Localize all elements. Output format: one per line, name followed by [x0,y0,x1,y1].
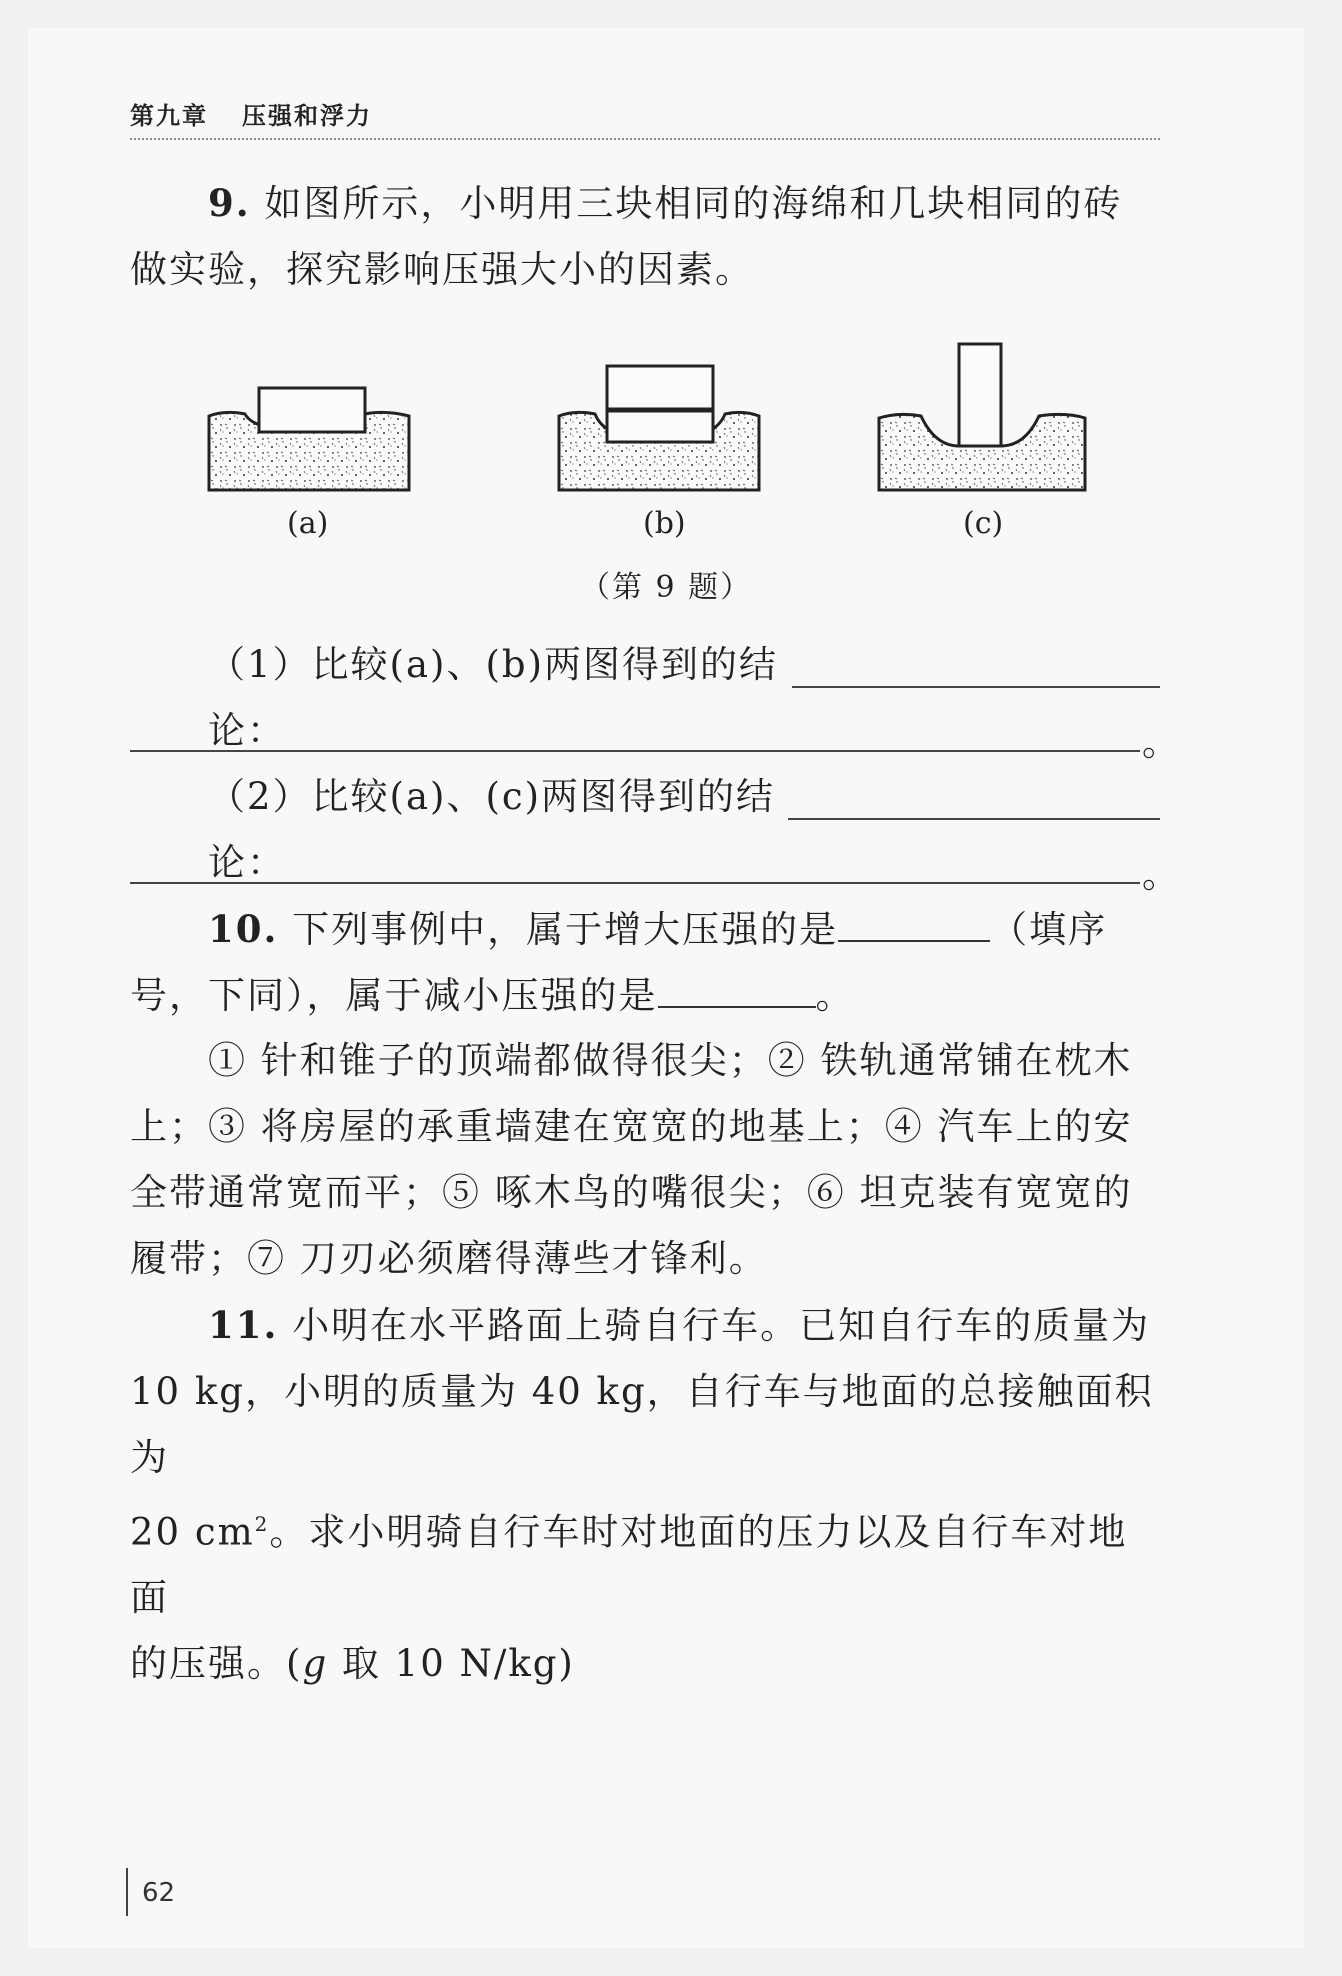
question-11-line-4b: 取 10 N/kg) [328,1642,575,1686]
page-number: 62 [142,1878,176,1908]
question-9-part-1: （1）比较(a)、(b)两图得到的结论： [208,643,779,752]
question-10-body-d: 。 [815,974,855,1017]
period-1: 。 [1142,721,1179,764]
answer-line-2b[interactable] [130,882,1140,884]
sponge-figure-b [555,356,765,496]
question-10-text [130,896,1160,1029]
sponge-figure-c [875,336,1089,496]
figure-label-a: (a) [287,506,329,541]
answer-blank-increase[interactable] [838,910,990,942]
question-number: 11. [208,1303,279,1347]
answer-line-1a[interactable] [792,686,1160,688]
question-10-body-b: （填序号， [130,908,1108,1017]
question-number: 10. [208,907,279,951]
running-header [130,96,406,131]
question-11-line-3: 。求小明骑自行车时对地面的压力以及自行车对地面 [130,1510,1128,1620]
question-11-line-1: 小明在水平路面上骑自行车。已知自行车的质量为 [292,1304,1151,1347]
question-9-part-2: （2）比较(a)、(c)两图得到的结论： [208,775,776,884]
gravity-symbol: g [302,1642,329,1686]
question-number: 9. [208,181,251,225]
sponge-figure-a [205,380,415,496]
question-11-text [130,1292,1160,1697]
period-2: 。 [1142,853,1179,896]
figure-caption: （第 9 题） [580,570,753,605]
figure-label-b: (b) [643,506,686,541]
page-number-bar [126,1868,128,1916]
answer-blank-decrease[interactable] [658,976,816,1008]
figure-label-c: (c) [963,506,1004,541]
chapter-title: 压强和浮力 [242,102,372,130]
superscript-2: 2 [254,1512,270,1536]
chapter-number: 第九章 [130,102,208,130]
header-divider [130,138,1160,140]
question-11-line-2: 10 kg，小明的质量为 40 kg，自行车与地面的总接触面积为 [130,1370,1154,1479]
question-10-body-c: 下同），属于减小压强的是 [208,974,658,1017]
answer-line-2a[interactable] [788,818,1160,820]
question-9-body: 如图所示，小明用三块相同的海绵和几块相同的砖做实验，探究影响压强大小的因素。 [130,182,1123,291]
question-9-text [130,170,1160,303]
question-10-items: ① 针和锥子的顶端都做得很尖；② 铁轨通常铺在枕木上；③ 将房屋的承重墙建在宽宽的地基上；④ 汽车上的安全带通常宽而平；⑤ 啄木鸟的嘴很尖；⑥ 坦克装有宽宽的履带；⑦ 刀刃必须磨得薄些才锋利。 [130,1039,1133,1280]
answer-line-1b[interactable] [130,750,1140,752]
question-10-body-a: 下列事例中，属于增大压强的是 [292,908,839,951]
question-11-line-4a: 的压强。( [130,1642,303,1686]
question-11-area-value: 20 cm [130,1510,255,1554]
